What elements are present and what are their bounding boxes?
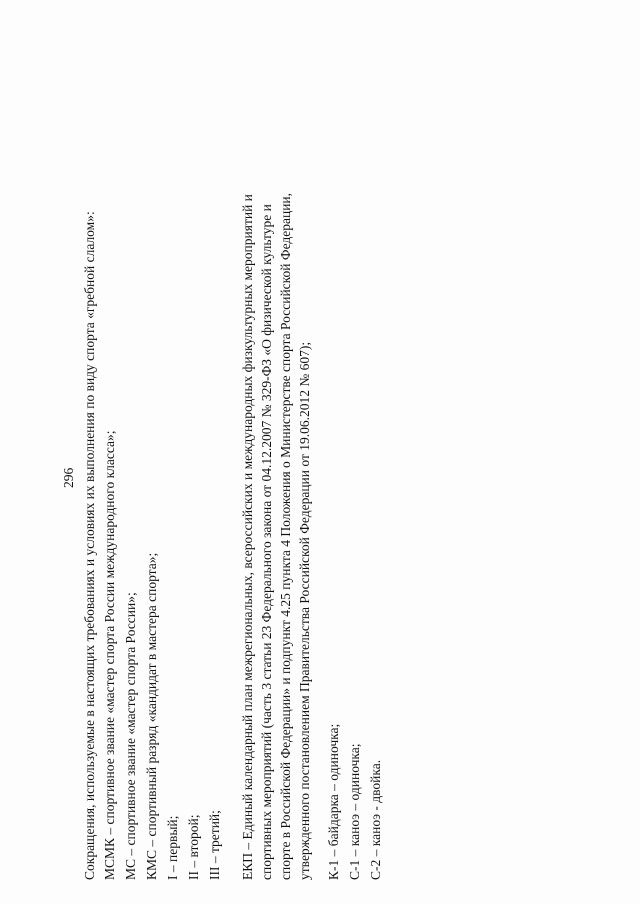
- abbr-iii: III – третий;: [207, 810, 222, 880]
- abbr-ii: II – второй;: [186, 814, 201, 880]
- abbr-i: I – первый;: [165, 815, 180, 880]
- rotated-content: [62, 40, 422, 880]
- ekp-line-2: спортивных мероприятий (часть 3 статьи 23 Федерального закона от 04.12.2007 № 329-ФЗ «О физической культуре и: [259, 204, 274, 880]
- boat-c2: С-2 – каноэ - двойка.: [368, 759, 383, 880]
- ekp-line-4: утвержденного постановлением Правительства Российской Федерации от 19.06.2012 № 607);: [297, 341, 312, 880]
- boat-c1: С-1 – каноэ – одиночка;: [347, 743, 362, 880]
- page-number: 296: [61, 467, 76, 488]
- intro-text: Сокращения, используемые в настоящих требованиях и условиях их выполнения по виду спорта «гребной слалом»:: [82, 211, 97, 880]
- ekp-line-3: спорте в Российской Федерации» и подпункт 4.25 пункта 4 Положения о Министерстве спорта Российской Федерации,: [278, 192, 293, 880]
- abbr-ms: МС – спортивное звание «мастер спорта России»;: [123, 592, 138, 880]
- abbr-msmk: МСМК – спортивное звание «мастер спорта России международного класса»;: [102, 430, 117, 880]
- boat-k1: К-1 – байдарка – одиночка;: [326, 723, 341, 880]
- ekp-line-1: ЕКП – Единый календарный план межрегиональных, всероссийских и международных физкультурных мероприятий и: [240, 194, 255, 880]
- abbr-kms: КМС – спортивный разряд «кандидат в мастера спорта»;: [144, 552, 159, 880]
